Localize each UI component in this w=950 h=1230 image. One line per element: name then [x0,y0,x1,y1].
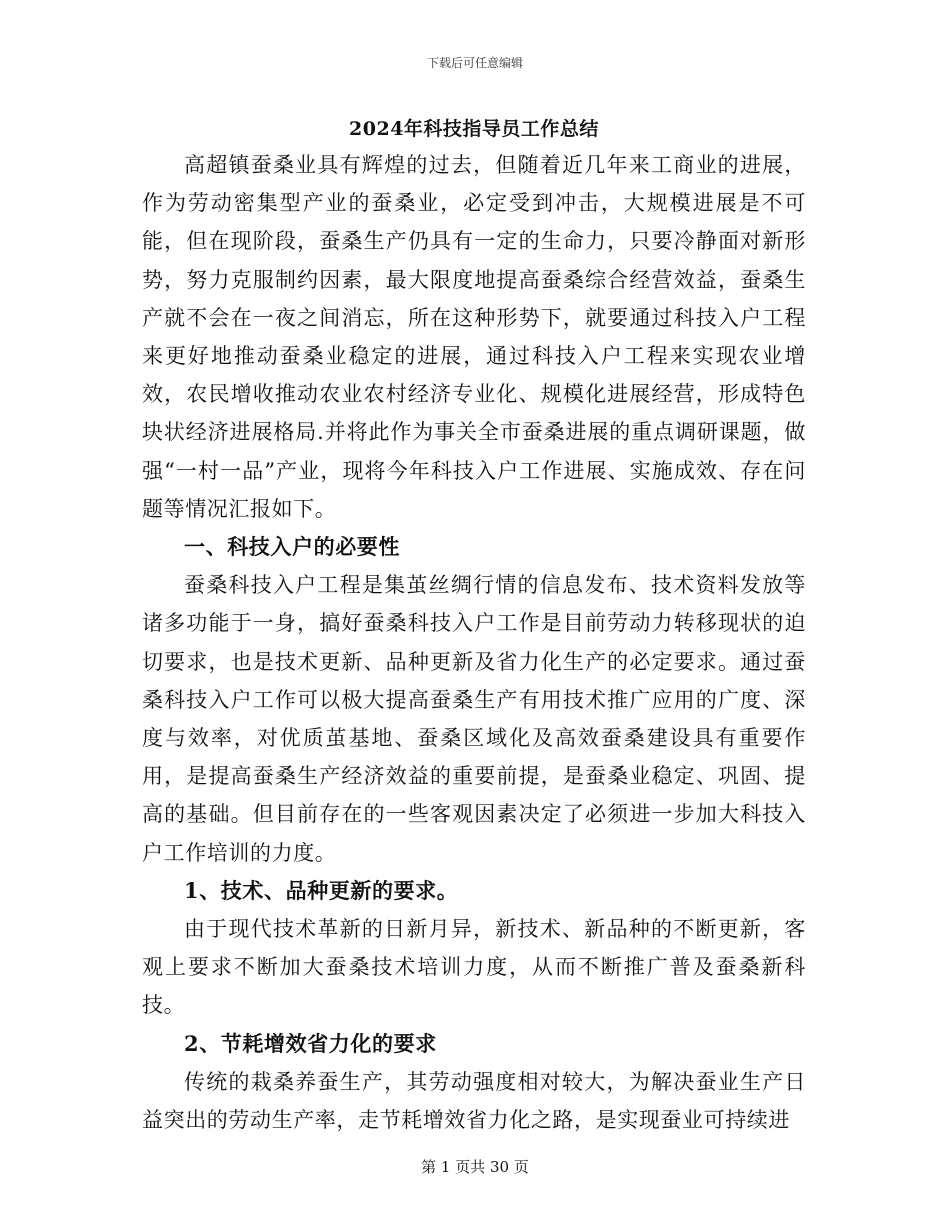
intro-paragraph: 高超镇蚕桑业具有辉煌的过去，但随着近几年来工商业的进展，作为劳动密集型产业的蚕桑业，必定受到冲击，大规模进展是不可能，但在现阶段，蚕桑生产仍具有一定的生命力，只要冷静面对新形势，努力克服制约因素，最大限度地提高蚕桑综合经营效益，蚕桑生产就不会在一夜之间消忘，所在这种形势下，就要通过科技入户工程来更好地推动蚕桑业稳定的进展，通过科技入户工程来实现农业增效，农民增收推动农业农村经济专业化、规模化进展经营，形成特色块状经济进展格局.并将此作为事关全市蚕桑进展的重点调研课题，做强“一村一品”产业，现将今年科技入户工作进展、实施成效、存在问题等情况汇报如下。 [142,153,806,521]
page-header-note: 下载后可任意编辑 [426,56,523,70]
document-body [142,112,806,1139]
section-body-necessity: 蚕桑科技入户工程是集茧丝绸行情的信息发布、技术资料发放等诸多功能于一身，搞好蚕桑科技入户工作是目前劳动力转移现状的迫切要求，也是技术更新、品种更新及省力化生产的必定要求。通过蚕桑科技入户工作可以极大提高蚕桑生产有用技术推广应用的广度、深度与效率，对优质茧基地、蚕桑区域化及高效蚕桑建设具有重要作用，是提高蚕桑生产经济效益的重要前提，是蚕桑业稳定、巩固、提高的基础。但目前存在的一些客观因素决定了必须进一步加大科技入户工作培训的力度。 [142,573,806,865]
subsection-body-efficiency: 传统的栽桑养蚕生产，其劳动强度相对较大，为解决蚕业生产日益突出的劳动生产率，走节耗增效省力化之路，是实现蚕业可持续进 [142,1069,806,1133]
document-title: 2024年科技指导员工作总结 [349,118,599,140]
subsection-heading-efficiency: 2、节耗增效省力化的要求 [184,1030,437,1056]
subsection-body-tech-update: 由于现代技术革新的日新月异，新技术、新品种的不断更新，客观上要求不断加大蚕桑技术培训力度，从而不断推广普及蚕桑新科技。 [142,917,806,1018]
subsection-heading-tech-update: 1、技术、品种更新的要求。 [184,877,459,903]
section-heading-necessity: 一、科技入户的必要性 [184,534,400,560]
page-footer-pagination: 第 1 页共 30 页 [421,1158,529,1176]
